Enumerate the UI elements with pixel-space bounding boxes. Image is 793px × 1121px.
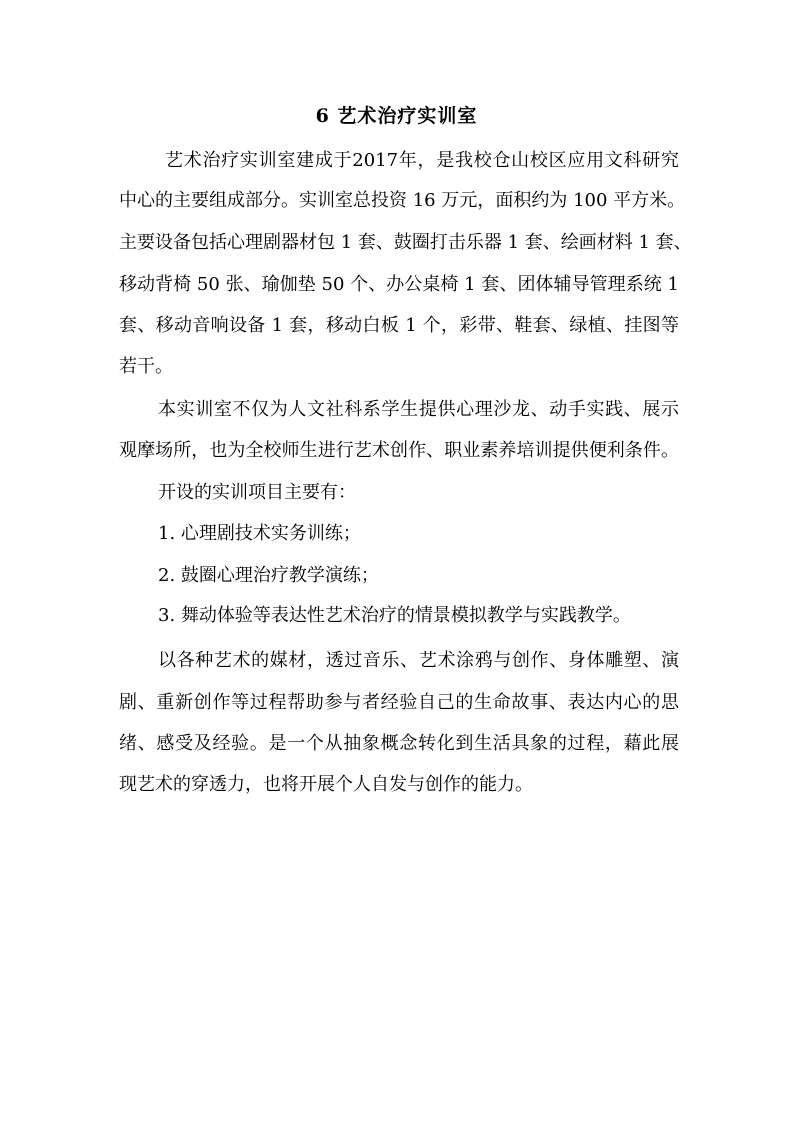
paragraph-2-line-1: 本实训室不仅为人文社科系学生提供心理沙龙、动手实践、展示	[158, 399, 679, 420]
paragraph-3-line-2: 剧、重新创作等过程帮助参与者经验自己的生命故事、表达内心的思	[119, 692, 679, 713]
project-item-3: 3. 舞动体验等表达性艺术治疗的情景模拟教学与实践教学。	[158, 605, 631, 626]
project-item-1: 1. 心理剧技术实务训练；	[158, 523, 361, 544]
paragraph-1-line-1: 艺术治疗实训室建成于2017年，是我校仓山校区应用文科研究	[165, 150, 679, 171]
project-item-2: 2. 鼓圈心理治疗教学演练；	[158, 565, 379, 586]
paragraph-1-line-4: 移动背椅 50 张、瑜伽垫 50 个、办公桌椅 1 套、团体辅导管理系统 1	[119, 274, 679, 295]
paragraph-3-line-3: 绪、感受及经验。是一个从抽象概念转化到生活具象的过程，藉此展	[119, 733, 679, 754]
paragraph-3-line-4: 现艺术的穿透力，也将开展个人自发与创作的能力。	[119, 774, 533, 795]
paragraph-1-line-3: 主要设备包括心理剧器材包 1 套、鼓圈打击乐器 1 套、绘画材料 1 套、	[119, 232, 692, 253]
paragraph-2-line-2: 观摩场所，也为全校师生进行艺术创作、职业素养培训提供便利条件。	[119, 440, 679, 461]
paragraph-1-line-5: 套、移动音响设备 1 套，移动白板 1 个，彩带、鞋套、绿植、挂图等	[119, 315, 679, 336]
projects-intro: 开设的实训项目主要有：	[158, 482, 356, 503]
paragraph-3-line-1: 以各种艺术的媒材，透过音乐、艺术涂鸦与创作、身体雕塑、演	[158, 650, 679, 671]
paragraph-1-line-2: 中心的主要组成部分。实训室总投资 16 万元，面积约为 100 平方米。	[119, 190, 686, 211]
section-title: 6 艺术治疗实训室	[315, 105, 478, 127]
paragraph-1-line-6: 若干。	[119, 356, 173, 377]
